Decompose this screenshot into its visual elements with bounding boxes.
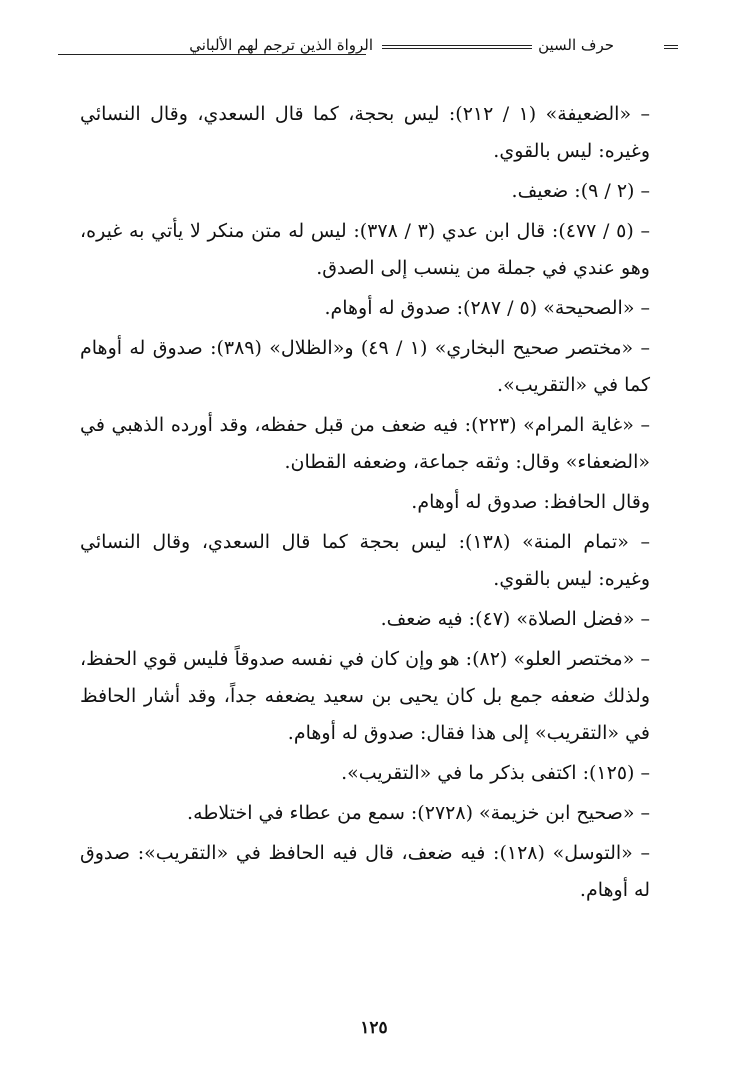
paragraph-5: – «مختصر صحيح البخاري» (١ / ٤٩) و«الظلال» (٣٨٩): صدوق له أوهام كما في «التقريب». [80,337,651,396]
paragraph-13: – «التوسل» (١٢٨): فيه ضعف، قال فيه الحافظ في «التقريب»: صدوق له أوهام. [80,842,650,901]
header-section-title: حرف السين [538,36,614,54]
paragraph-2: – (٢ / ٩): ضعيف. [511,180,650,202]
paragraph-10: – «مختصر العلو» (٨٢): هو وإن كان في نفسه صدوقاً فليس قوي الحفظ، ولذلك ضعفه جمع بل كان يحيى بن سعيد يضعفه جداً، وقد أشار الحافظ في «التقريب» إلى هذا فقال: صدوق له أوهام. [80,648,650,744]
page-body [80,96,650,912]
paragraph-8: – «تمام المنة» (١٣٨): ليس بحجة كما قال السعدي، وقال النسائي وغيره: ليس بالقوي. [80,531,651,590]
paragraph-11: – (١٢٥): اكتفى بذكر ما في «التقريب». [341,762,650,784]
running-header [58,32,678,60]
paragraph-6: – «غاية المرام» (٢٢٣): فيه ضعف من قبل حفظه، وقد أورده الذهبي في «الضعفاء» وقال: وثقه جماعة، وضعفه القطان. [80,414,650,473]
paragraph-1: – «الضعيفة» (١ / ٢١٢): ليس بحجة، كما قال السعدي، وقال النسائي وغيره: ليس بالقوي. [80,103,650,162]
header-rule-right [664,45,678,49]
paragraph-3: – (٥ / ٤٧٧): قال ابن عدي (٣ / ٣٧٨): ليس له متن منكر لا يأتي به غيره، وهو عندي في جملة من ينسب إلى الصدق. [80,220,651,279]
header-rule-left [58,54,366,55]
paragraph-12: – «صحيح ابن خزيمة» (٢٧٢٨): سمع من عطاء في اختلاطه. [187,802,650,824]
header-rule-middle [382,45,532,49]
paragraph-4: – «الصحيحة» (٥ / ٢٨٧): صدوق له أوهام. [324,297,650,319]
page-number: ١٢٥ [360,1018,388,1038]
paragraph-7: وقال الحافظ: صدوق له أوهام. [411,491,650,513]
paragraph-9: – «فضل الصلاة» (٤٧): فيه ضعف. [380,608,650,630]
header-chapter-title: الرواة الذين ترجم لهم الألباني [189,36,373,54]
